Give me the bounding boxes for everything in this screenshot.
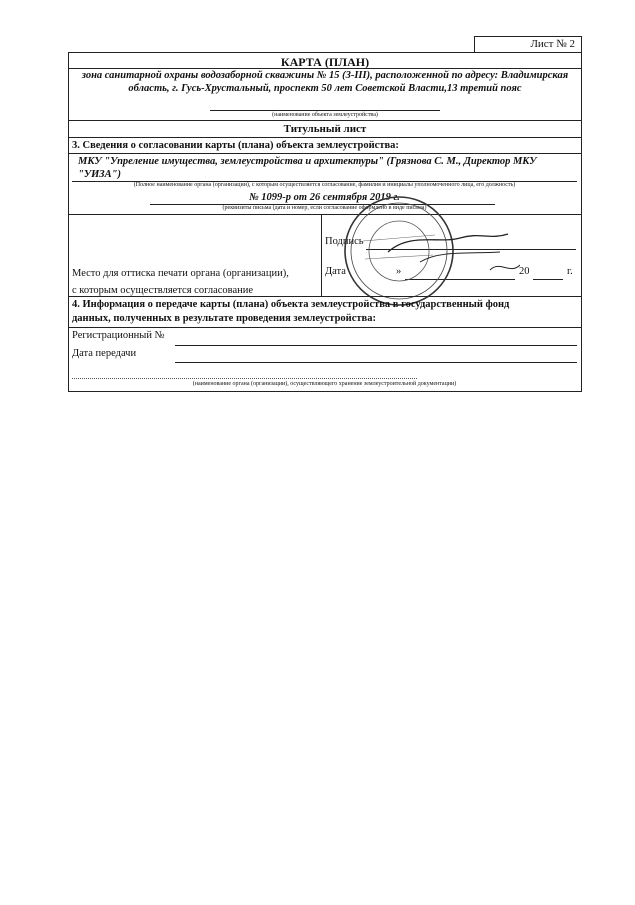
year-suffix: г.	[567, 266, 573, 277]
year-line	[533, 279, 563, 280]
divider	[68, 296, 582, 297]
signature-label: Подпись	[325, 236, 364, 247]
year-prefix: 20	[519, 266, 530, 277]
organization-caption: (Полное наименование органа (организации), с которым осуществляется согласование, фамилия и инициалы уполномоченного лица, его должность)	[133, 182, 516, 188]
divider	[68, 327, 582, 328]
sheet-number: Лист № 2	[474, 36, 582, 52]
document-title: КАРТА (ПЛАН)	[280, 55, 370, 69]
registration-line	[175, 345, 577, 346]
stamp-place-label: Место для оттиска печати органа (организации),	[72, 268, 289, 279]
object-description: зона санитарной охраны водозаборной скважины № 15 (3-III), расположенной по адресу: Владимирская область, г. Гусь-Хрустальный, проспект 50 лет Советской Власти,13 третий пояс	[81, 70, 569, 94]
approval-letter: № 1099-р от 26 сентября 2019 г.	[249, 192, 400, 203]
approving-organization: МКУ "Упреление имущества, землеустройства и архитектуры" (Грязнова С. М., Директор МКУ "УИЗА")	[78, 156, 537, 180]
divider	[68, 214, 582, 215]
organization-line	[72, 378, 417, 379]
divider	[68, 120, 582, 121]
storage-caption: (наименование органа (организации), осуществляющего хранение землеустроительной документации)	[192, 381, 457, 387]
date-label: Дата	[325, 266, 346, 277]
section4-heading-2: данных, полученных в результате проведения землеустройства:	[72, 313, 376, 324]
section3-heading: 3. Сведения о согласовании карты (плана) объекта землеустройства:	[72, 140, 399, 151]
registration-label: Регистрационный №	[72, 330, 165, 341]
column-divider	[321, 214, 322, 296]
divider	[68, 153, 582, 154]
object-caption: (наименование объекта землеустройства)	[272, 112, 378, 118]
letter-caption: (реквизиты письма (дата и номер, если согласование оформлено в виде письма)	[222, 205, 427, 211]
date-quote: »	[396, 266, 402, 277]
section4-heading: 4. Информация о передаче карты (плана) объекта землеустройства в государственный фонд	[72, 299, 510, 310]
title-sheet-heading: Титульный лист	[283, 123, 367, 135]
signature-scribble	[380, 222, 520, 282]
transfer-date-line	[175, 362, 577, 363]
divider	[68, 137, 582, 138]
transfer-date-label: Дата передачи	[72, 348, 137, 359]
underline	[210, 110, 440, 111]
stamp-place-label-2: с которым осуществляется согласование	[72, 285, 254, 296]
